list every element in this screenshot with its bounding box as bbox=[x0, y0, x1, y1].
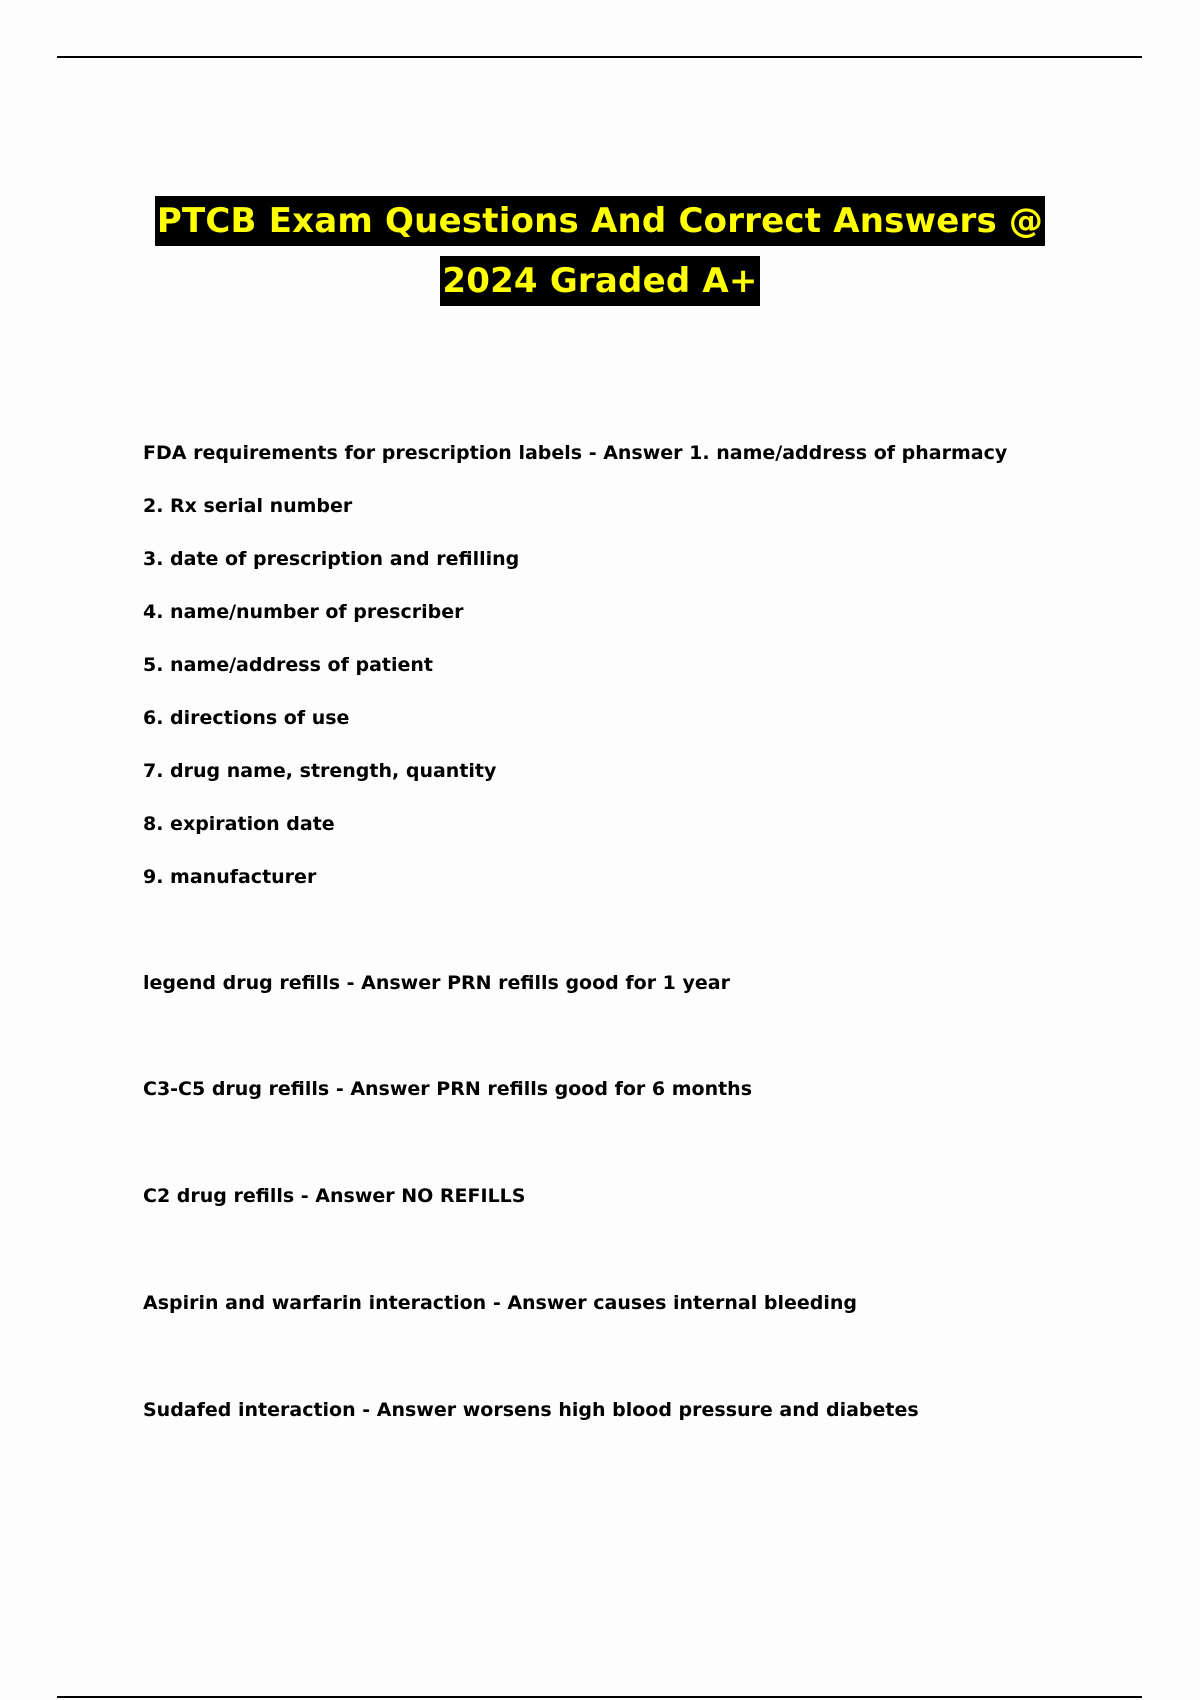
list-item: 3. date of prescription and refilling bbox=[143, 548, 520, 570]
title-line-2: 2024 Graded A+ bbox=[440, 256, 759, 306]
bottom-divider bbox=[57, 1696, 1142, 1698]
list-item: 8. expiration date bbox=[143, 813, 335, 835]
qa-sudafed-interaction: Sudafed interaction - Answer worsens high blood pressure and diabetes bbox=[143, 1399, 919, 1421]
document-body bbox=[143, 440, 1143, 1423]
top-divider bbox=[57, 56, 1142, 58]
qa-legend-drug-refills: legend drug refills - Answer PRN refills good for 1 year bbox=[143, 972, 730, 994]
qa-c2-drug-refills: C2 drug refills - Answer NO REFILLS bbox=[143, 1185, 526, 1207]
qa-aspirin-warfarin: Aspirin and warfarin interaction - Answer causes internal bleeding bbox=[143, 1292, 857, 1314]
qa-c3-c5-drug-refills: C3-C5 drug refills - Answer PRN refills good for 6 months bbox=[143, 1078, 753, 1100]
list-item: 4. name/number of prescriber bbox=[143, 601, 464, 623]
list-item: 2. Rx serial number bbox=[143, 495, 353, 517]
list-item: 5. name/address of patient bbox=[143, 654, 433, 676]
qa-fda-requirements: FDA requirements for prescription labels - Answer 1. name/address of pharmacy bbox=[143, 442, 1008, 464]
document-title bbox=[0, 196, 1200, 306]
list-item: 6. directions of use bbox=[143, 707, 350, 729]
title-line-1: PTCB Exam Questions And Correct Answers @ bbox=[155, 196, 1045, 246]
list-item: 7. drug name, strength, quantity bbox=[143, 760, 497, 782]
list-item: 9. manufacturer bbox=[143, 866, 317, 888]
